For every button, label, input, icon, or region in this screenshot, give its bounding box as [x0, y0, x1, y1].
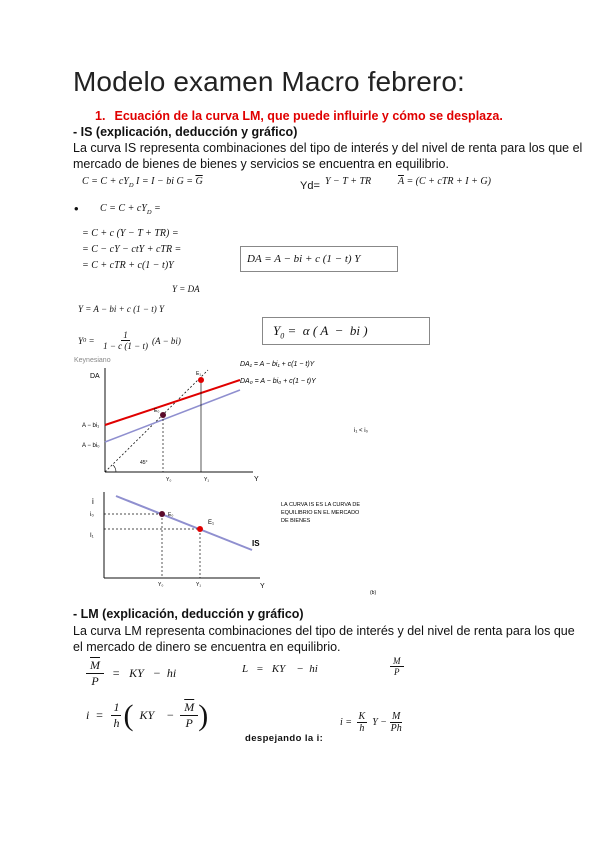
- l-equation: L = KY − hi: [242, 663, 318, 675]
- is-curve: [116, 496, 252, 550]
- angle-label: 45°: [140, 460, 148, 466]
- is-heading: - IS (explicación, deducción y gráfico): [73, 125, 298, 139]
- figure-label: (b): [370, 590, 377, 596]
- a-bar-expression: [398, 176, 491, 187]
- derivation-text: C = C + cY: [100, 203, 147, 214]
- side-note: i₁ < i₀: [354, 428, 369, 434]
- y-axis-label: i: [92, 497, 94, 506]
- fraction-numerator: M: [392, 711, 401, 722]
- m-over-ph: [390, 711, 402, 734]
- is-note-line: DE BIENES: [281, 518, 311, 524]
- y0-equation: [78, 330, 181, 351]
- da0-label: DA₀ = A − bi₀ + c(1 − t)Y: [240, 378, 316, 385]
- money-demand-rhs: = KY − hi: [112, 666, 177, 680]
- lm-equation-1: [86, 658, 176, 689]
- is-curve-label: IS: [252, 539, 260, 548]
- da1-line: [105, 380, 240, 425]
- fraction-denominator: h: [359, 723, 365, 734]
- lm-solved-equation: [340, 711, 402, 734]
- open-paren: (: [123, 698, 134, 732]
- yd-expression: Y − T + TR: [325, 176, 372, 187]
- y0-box-expression: = α ( A − bi ): [284, 323, 368, 338]
- page-title: Modelo examen Macro febrero:: [73, 66, 465, 97]
- y0-result-box: [262, 317, 430, 345]
- e0-label: E₀: [168, 512, 174, 518]
- e0-point: [159, 511, 165, 517]
- fraction-numerator: 1: [113, 700, 120, 714]
- fraction-denominator: P: [91, 674, 99, 688]
- a-bar: $\overline{A}$: [398, 176, 404, 187]
- item-number: 1.: [95, 109, 106, 123]
- lm-paragraph-line: el mercado de dinero se encuentra en equilibrio.: [73, 640, 341, 654]
- i0-label: i₀: [90, 512, 94, 518]
- g-bar: $\overline{G}$: [195, 176, 203, 187]
- derivation-tail: =: [151, 203, 161, 214]
- e1-label: E₁: [208, 520, 215, 526]
- sub-d: D: [146, 209, 152, 216]
- yd-label: Yd=: [300, 180, 320, 192]
- one-over-h: [111, 700, 121, 731]
- sub-d: D: [128, 182, 134, 189]
- x-axis-label: Y: [260, 583, 265, 590]
- i-lhs: i =: [86, 708, 104, 722]
- e1-label: E₁: [196, 371, 202, 377]
- is-note-line: EQUILIBRIO EN EL MERCADO: [281, 510, 360, 516]
- close-paren: ): [198, 698, 209, 732]
- a-bar-definition: = (C + cTR + I + G): [403, 176, 491, 187]
- derivation-line-1: [100, 203, 161, 216]
- a-bi0-label: A − bi₀: [82, 443, 100, 449]
- item-text: Ecuación de la curva LM, que puede influirle y cómo se desplaza.: [114, 109, 503, 123]
- fraction-denominator: 1 − c (1 − t): [103, 341, 148, 351]
- sub-0: 0: [280, 331, 285, 341]
- question-item-1: [95, 109, 503, 123]
- fraction-numerator: $\overline{M}$: [86, 658, 104, 674]
- a-bi1-label: A − bi₁: [82, 423, 100, 429]
- is-paragraph: [73, 140, 582, 172]
- y0-tick: Y₀: [158, 582, 164, 588]
- is-graph: [80, 492, 390, 598]
- y0-symbol: Y: [78, 335, 84, 346]
- fraction-denominator: P: [394, 667, 400, 677]
- k-over-h: [357, 711, 368, 734]
- investment-gov-eq: I = I − bi G =: [136, 176, 196, 187]
- e0-point: [160, 412, 166, 418]
- bullet: •: [74, 201, 79, 216]
- real-money-fraction: [180, 700, 198, 731]
- fraction-denominator: h: [113, 716, 120, 730]
- m-over-p: [390, 656, 404, 677]
- y-equation: Y = A − bi + c (1 − t) Y: [78, 304, 164, 314]
- corner-label: Keynesiano: [74, 357, 111, 364]
- real-money-fraction: [86, 658, 104, 689]
- e1-point: [197, 526, 203, 532]
- sub-0: 0: [83, 337, 87, 344]
- i-lhs: i =: [340, 717, 355, 728]
- lm-equation-2: [86, 700, 208, 731]
- derivation-line-3: = C − cY − ctY + cTR =: [82, 244, 182, 255]
- y0-symbol: Y: [273, 323, 281, 338]
- equals: =: [86, 335, 100, 346]
- x-axis-label: Y: [254, 476, 259, 483]
- paren-expression: KY −: [139, 708, 175, 722]
- fraction-denominator: P: [185, 716, 193, 730]
- y-axis-label: DA: [90, 373, 100, 380]
- y1-tick: Y₁: [204, 477, 210, 483]
- autonomous-expr: (A − bi): [151, 335, 181, 346]
- lm-paragraph-line: La curva LM representa combinaciones del tipo de interés y del nivel de renta para los que: [73, 624, 575, 638]
- da-equation-box: DA = A − bi + c (1 − t) Y: [240, 246, 398, 272]
- da0-line: [105, 390, 240, 442]
- y-equals-da: Y = DA: [172, 284, 200, 294]
- da1-label: DA₁ = A − bi₁ + c(1 − t)Y: [240, 361, 315, 368]
- fraction-numerator: $\overline{M}$: [180, 700, 198, 716]
- y0-tick: Y₀: [166, 477, 172, 483]
- is-equations-row1: [82, 176, 203, 189]
- is-note-line: LA CURVA IS ES LA CURVA DE: [281, 502, 361, 508]
- fraction-numerator: 1: [123, 330, 128, 340]
- da-graph: [68, 350, 388, 490]
- consumption-eq: C = C + cY: [82, 176, 129, 187]
- line-45-degrees: [105, 370, 208, 472]
- i1-label: I₁: [90, 533, 94, 539]
- y1-tick: Y₁: [196, 582, 202, 588]
- derivation-line-2: = C + c (Y − T + TR) =: [82, 228, 179, 239]
- is-paragraph-line: mercado de bienes de bienes y servicios se encuentra en equilibrio.: [73, 157, 449, 171]
- lm-paragraph: [73, 623, 575, 655]
- fraction-numerator: M: [390, 656, 404, 667]
- derivation-line-4: = C + cTR + c(1 − t)Y: [82, 260, 174, 271]
- e1-point: [198, 377, 204, 383]
- fraction-denominator: Ph: [390, 723, 402, 734]
- lm-heading: - LM (explicación, deducción y gráfico): [73, 607, 304, 621]
- fraction-numerator: K: [358, 711, 366, 722]
- is-paragraph-line: La curva IS representa combinaciones del tipo de interés y del nivel de renta para los que el: [73, 141, 583, 155]
- e0-label: E₀: [154, 408, 160, 414]
- y-minus: Y −: [372, 717, 388, 728]
- despejando-label: despejando la i:: [245, 733, 324, 744]
- angle-arc: [113, 465, 116, 472]
- multiplier-fraction: [103, 330, 148, 351]
